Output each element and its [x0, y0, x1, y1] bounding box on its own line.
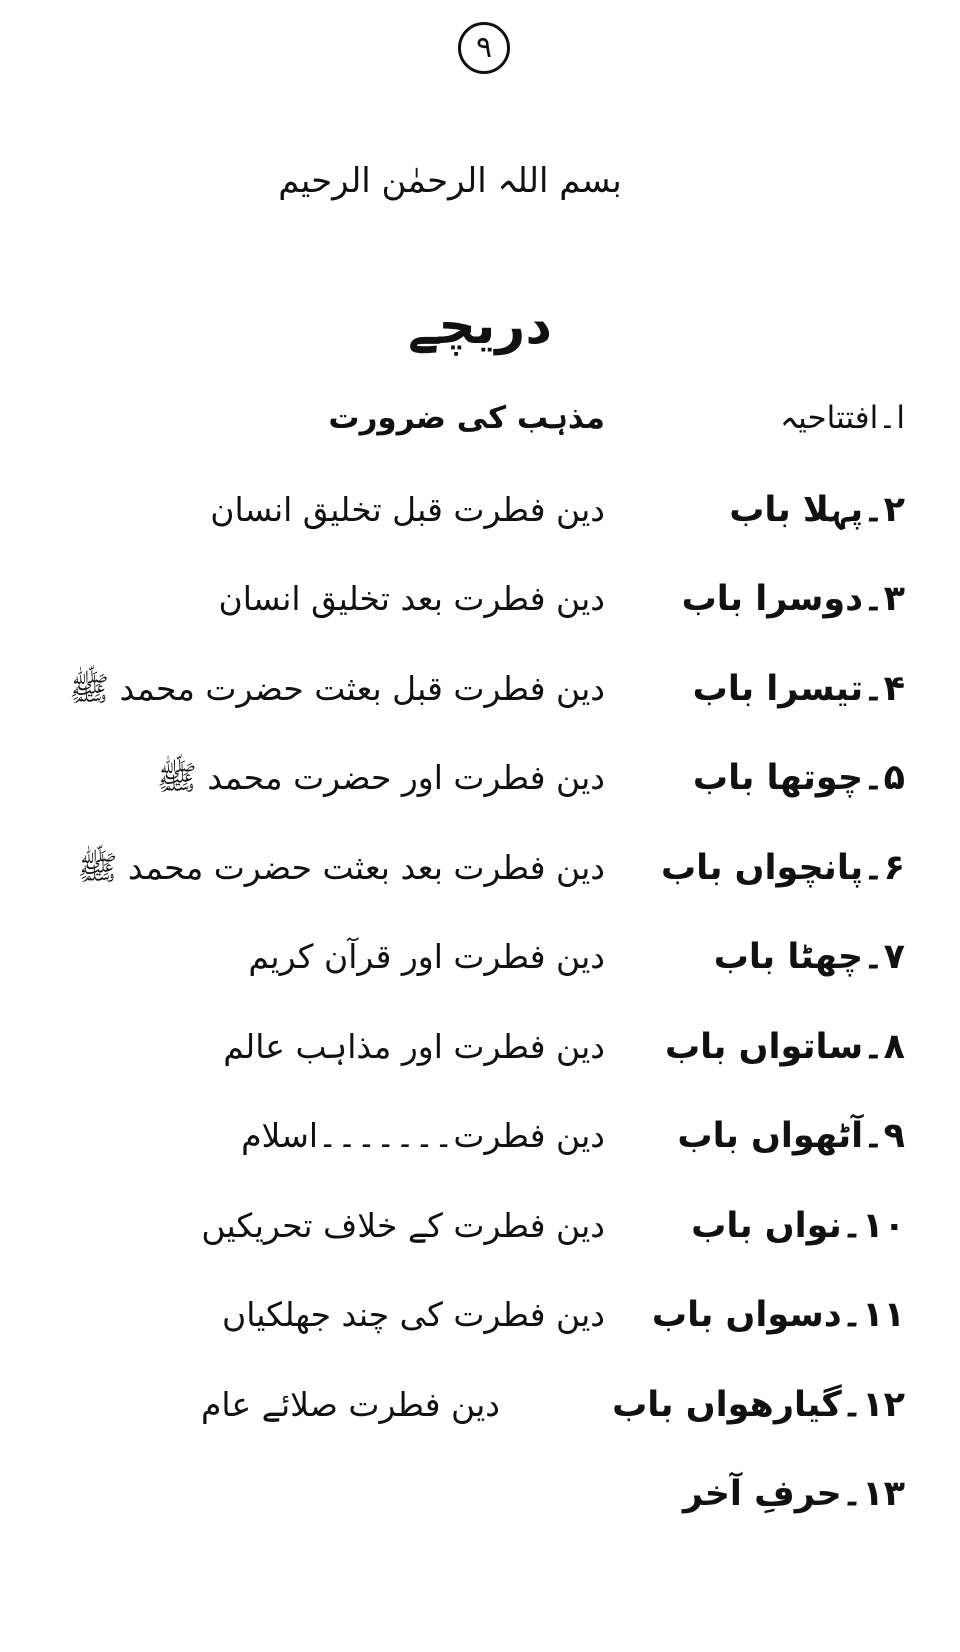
- chapter-title: دین فطرت اور مذاہب عالم: [223, 1026, 605, 1066]
- page-title: دریچے: [407, 296, 553, 356]
- toc-row: [0, 937, 960, 1027]
- chapter-title: دین فطرت اور قرآن کریم: [248, 937, 605, 976]
- toc-row: [0, 758, 960, 848]
- chapter-title: دین فطرت بعد تخلیق انسان: [218, 579, 605, 618]
- chapter-title: دین فطرت بعد بعثت حضرت محمد ﷺ: [77, 847, 605, 887]
- toc-row: [0, 400, 960, 490]
- toc-row: [0, 669, 960, 759]
- chapter-title: دین فطرت۔۔۔۔۔۔۔اسلام: [241, 1116, 605, 1155]
- chapter-label: ۸۔ساتواں باب: [664, 1026, 905, 1067]
- toc-row: [0, 1295, 960, 1385]
- chapter-title: دین فطرت قبل تخلیق انسان: [210, 489, 605, 529]
- chapter-label: ۹۔آٹھواں باب: [677, 1116, 905, 1156]
- chapter-label: ۱۳۔حرفِ آخر: [682, 1474, 905, 1514]
- toc-row: [0, 579, 960, 669]
- chapter-label: ۴۔تیسرا باب: [692, 668, 905, 709]
- toc-row: [0, 1206, 960, 1296]
- chapter-title: دین فطرت اور حضرت محمد ﷺ: [156, 758, 605, 797]
- chapter-title: دین فطرت کے خلاف تحریکیں: [201, 1205, 605, 1245]
- toc-row: [0, 1474, 960, 1564]
- toc-row: [0, 848, 960, 938]
- table-of-contents: [0, 400, 960, 1564]
- chapter-label: ۵۔چوتھا باب: [692, 758, 905, 798]
- chapter-label: ۳۔دوسرا باب: [681, 579, 905, 619]
- chapter-label: ا۔افتتاحیہ: [779, 400, 905, 436]
- chapter-label: ۱۱۔دسواں باب: [651, 1295, 905, 1335]
- chapter-label: ۶۔پانچواں باب: [661, 847, 905, 888]
- chapter-label: ۱۰۔نواں باب: [691, 1205, 905, 1246]
- toc-row: [0, 1116, 960, 1206]
- toc-row: [0, 490, 960, 580]
- chapter-title: دین فطرت کی چند جھلکیاں: [222, 1295, 605, 1334]
- bismillah-heading: بسم اللہ الرحمٰن الرحیم: [278, 161, 622, 201]
- chapter-label: ۷۔چھٹا باب: [713, 937, 905, 977]
- chapter-title: دین فطرت صلائے عام: [201, 1384, 500, 1424]
- chapter-label: ۱۲۔گیارھواں باب: [612, 1384, 905, 1425]
- toc-row: [0, 1385, 960, 1475]
- page-number: ٩: [458, 22, 510, 74]
- chapter-label: ۲۔پہلا باب: [729, 489, 905, 530]
- chapter-title: دین فطرت قبل بعثت حضرت محمد ﷺ: [69, 668, 605, 708]
- chapter-title: مذہب کی ضرورت: [328, 400, 605, 436]
- toc-row: [0, 1027, 960, 1117]
